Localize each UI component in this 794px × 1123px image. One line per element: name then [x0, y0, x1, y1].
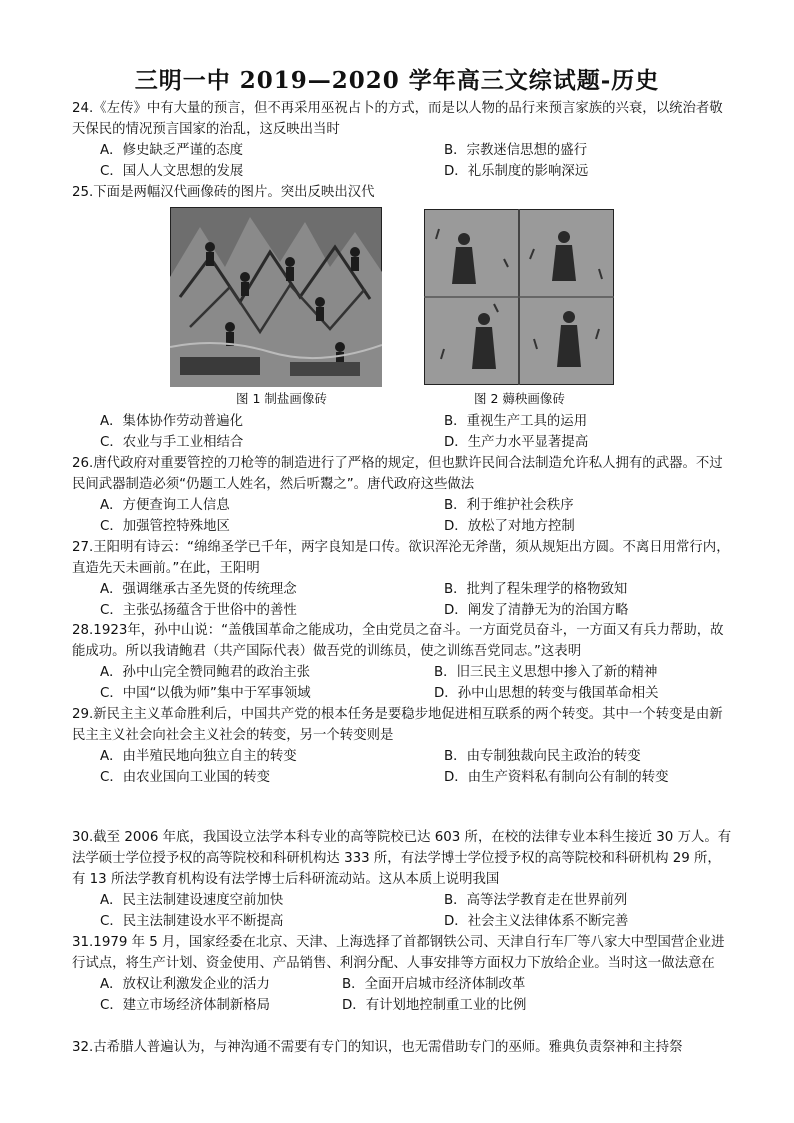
question-stem	[72, 453, 732, 495]
option-d: D．礼乐制度的影响深远	[444, 164, 589, 179]
option-c: C．国人人文思想的发展	[100, 164, 244, 179]
option-a: A．修史缺乏严谨的态度	[100, 143, 244, 158]
option-b: B．宗教迷信思想的盛行	[444, 143, 588, 158]
figure-2-caption: 图 2 薅秧画像砖	[474, 391, 565, 406]
option-a: A．放权让利激发企业的活力	[100, 977, 270, 992]
page-title: 三明一中 2019—2020 学年高三文综试题-历史	[134, 67, 660, 94]
option-c: C．加强管控特殊地区	[100, 519, 230, 534]
question-31	[72, 932, 732, 1016]
question-number: 27.	[72, 540, 94, 555]
option-c: C．建立市场经济体制新格局	[100, 998, 271, 1013]
question-25-options	[72, 411, 732, 453]
options	[72, 579, 732, 621]
question-28	[72, 620, 732, 704]
question-stem	[72, 932, 732, 974]
question-stem	[72, 704, 732, 746]
question-stem	[72, 182, 732, 203]
question-text: 1923年，孙中山说：“盖俄国革命之能成功，全由党员之奋斗。一方面党员奋斗，一方面又有兵力帮助，故能成功。所以我请鲍君（共产国际代表）做吾党的训练员，使之训练吾党同志。”这表明	[72, 623, 724, 659]
question-stem	[72, 537, 732, 579]
question-32	[72, 1037, 732, 1058]
option-b: B．利于维护社会秩序	[444, 498, 574, 513]
question-30	[72, 827, 732, 932]
option-b: B．批判了程朱理学的格物致知	[444, 582, 628, 597]
question-27	[72, 537, 732, 621]
question-number: 31.	[72, 935, 94, 950]
option-b: B．由专制独裁向民主政治的转变	[444, 749, 641, 764]
option-a: A．孙中山完全赞同鲍君的政治主张	[100, 665, 311, 680]
option-d: D．放松了对地方控制	[444, 519, 575, 534]
options	[72, 140, 732, 182]
question-text: 截至 2006 年底，我国设立法学本科专业的高等院校已达 603 所，在校的法律专业本科生接近 30 万人。有法学硕士学位授予权的高等院校和科研机构达 333 所，有法学博士学位授予权的高等院校和科研机构 29 所，有 13 所法学教育机构设有法学博士后科研流动站。这从本质上说明我国	[72, 830, 732, 887]
option-c: C．由农业国向工业国的转变	[100, 770, 271, 785]
option-c: C．主张弘扬蕴含于世俗中的善性	[100, 603, 297, 618]
figures	[0, 207, 794, 407]
option-d: D．由生产资料私有制向公有制的转变	[444, 770, 669, 785]
option-d: D．阐发了清静无为的治国方略	[444, 603, 629, 618]
option-c: C．农业与手工业相结合	[100, 435, 244, 450]
question-text: 《左传》中有大量的预言，但不再采用巫祝占卜的方式，而是以人物的品行来预言家族的兴衰，以统治者敬天保民的情况预言国家的治乱，这反映出当时	[72, 101, 723, 137]
option-a: A．民主法制建设速度空前加快	[100, 893, 284, 908]
question-text: 新民主主义革命胜利后，中国共产党的根本任务是要稳步地促进相互联系的两个转变。其中一个转变是由新民主主义社会向社会主义社会的转变，另一个转变则是	[72, 707, 723, 743]
option-b: B．重视生产工具的运用	[444, 414, 588, 429]
question-29	[72, 704, 732, 788]
question-number: 30.	[72, 830, 94, 845]
question-text: 1979 年 5 月，国家经委在北京、天津、上海选择了首都钢铁公司、天津自行车厂等八家大中型国营企业进行试点，将生产计划、资金使用、产品销售、利润分配、人事安排等方面权力下放给企业。当时这一做法意在	[72, 935, 725, 971]
options	[72, 746, 732, 788]
question-24	[72, 98, 732, 182]
option-d: D．有计划地控制重工业的比例	[342, 998, 527, 1013]
question-text: 古希腊人普遍认为，与神沟通不需要有专门的知识，也无需借助专门的巫师。雅典负责祭神和主持祭	[93, 1040, 683, 1055]
option-a: A．方便查询工人信息	[100, 498, 230, 513]
options	[72, 411, 732, 453]
option-d: D．社会主义法律体系不断完善	[444, 914, 629, 929]
figure-1-salt-making-brick	[170, 207, 382, 387]
salt-making-relief-image	[170, 207, 382, 387]
question-number: 32.	[72, 1040, 94, 1055]
question-number: 29.	[72, 707, 94, 722]
option-a: A．由半殖民地向独立自主的转变	[100, 749, 297, 764]
option-b: B．旧三民主义思想中掺入了新的精神	[434, 665, 658, 680]
figure-1-caption: 图 1 制盐画像砖	[236, 391, 327, 406]
rice-weeding-relief-image	[424, 209, 614, 385]
question-number: 26.	[72, 456, 94, 471]
option-b: B．高等法学教育走在世界前列	[444, 893, 628, 908]
question-26	[72, 453, 732, 537]
option-c: C．民主法制建设水平不断提高	[100, 914, 284, 929]
question-25	[72, 182, 732, 203]
question-number: 24.	[72, 101, 94, 116]
options	[72, 890, 732, 932]
figure-2-rice-weeding-brick	[424, 209, 614, 385]
question-stem	[72, 827, 732, 890]
option-c: C．中国“以俄为师”集中于军事领域	[100, 686, 311, 701]
question-number: 28.	[72, 623, 94, 638]
question-text: 下面是两幅汉代画像砖的图片。突出反映出汉代	[93, 185, 375, 200]
option-a: A．集体协作劳动普遍化	[100, 414, 244, 429]
option-d: D．生产力水平显著提高	[444, 435, 589, 450]
options	[72, 495, 732, 537]
options	[72, 974, 732, 1016]
question-number: 25.	[72, 185, 94, 200]
question-stem	[72, 620, 732, 662]
question-stem	[72, 1037, 732, 1058]
option-b: B．全面开启城市经济体制改革	[342, 977, 526, 992]
question-stem	[72, 98, 732, 140]
option-a: A．强调继承古圣先贤的传统理念	[100, 582, 297, 597]
options	[72, 662, 732, 704]
question-text: 王阳明有诗云：“绵绵圣学已千年，两字良知是口传。欲识浑沦无斧凿，须从规矩出方圆。不离日用常行内，直造先天未画前。”在此，王阳明	[72, 540, 730, 576]
question-text: 唐代政府对重要管控的刀枪等的制造进行了严格的规定，但也默许民间合法制造允许私人拥有的武器。不过民间武器制造必须“仍题工人姓名，然后听鬻之”。唐代政府这些做法	[72, 456, 723, 492]
option-d: D．孙中山思想的转变与俄国革命相关	[434, 686, 659, 701]
